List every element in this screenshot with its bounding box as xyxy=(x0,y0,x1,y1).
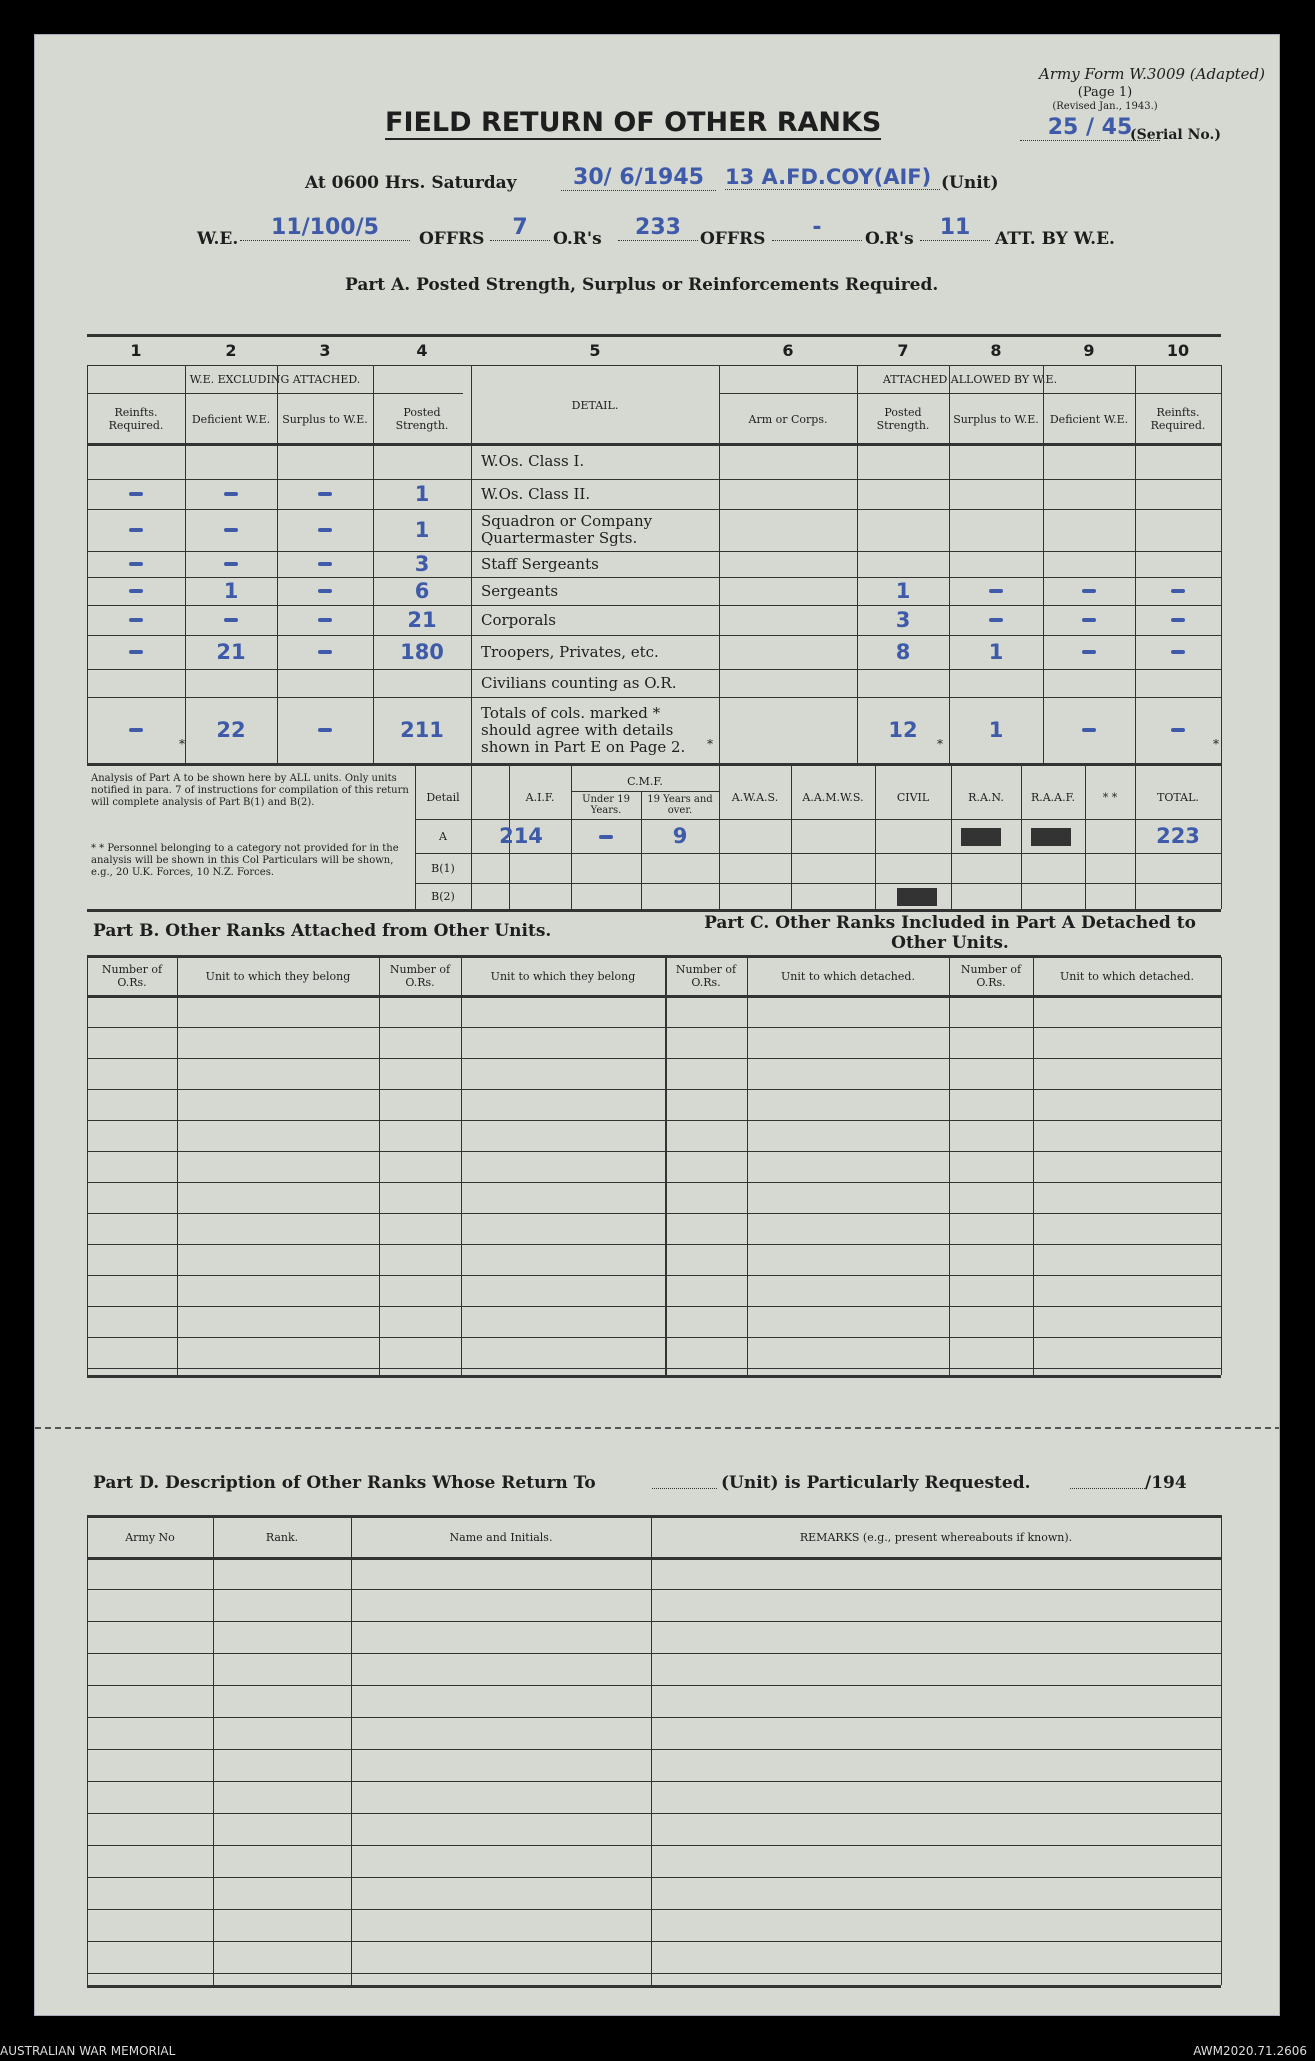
offrs-value: 7 xyxy=(490,215,550,241)
footer-right: AWM2020.71.2606 xyxy=(1193,2044,1307,2058)
bc-column-header: Unit to which they belong xyxy=(490,969,636,983)
rule xyxy=(1221,957,1222,1375)
detail-label: Troopers, Privates, etc. xyxy=(481,642,659,661)
handwritten-value: 12 xyxy=(888,718,918,742)
group-left-header: W.E. EXCLUDING ATTACHED. xyxy=(189,372,361,386)
rule xyxy=(87,1120,1221,1121)
rule xyxy=(87,1717,1221,1718)
dash-mark xyxy=(129,650,143,654)
dash-mark xyxy=(129,528,143,532)
d-column-header: Name and Initials. xyxy=(449,1530,553,1544)
unit-label: (Unit) xyxy=(941,173,999,193)
analysis-header: * * xyxy=(1102,790,1118,804)
we-value: 11/100/5 xyxy=(240,215,410,241)
rule xyxy=(87,1557,1221,1560)
dash-mark xyxy=(318,650,332,654)
analysis-header: A.W.A.S. xyxy=(731,790,779,804)
rule xyxy=(87,763,1221,766)
form-id: Army Form W.3009 (Adapted) xyxy=(1039,65,1265,83)
dash-mark xyxy=(989,618,1003,622)
at-label: At 0600 Hrs. Saturday xyxy=(305,173,517,193)
column-number: 9 xyxy=(1083,340,1095,360)
rule xyxy=(87,1275,1221,1276)
form-page: (Page 1) xyxy=(1077,85,1133,100)
rule xyxy=(1221,1515,1222,1985)
column-number: 3 xyxy=(319,340,331,360)
bc-column-header: Unit to which detached. xyxy=(781,969,915,983)
handwritten-value: 1 xyxy=(414,518,430,542)
perforation xyxy=(35,1427,1280,1429)
dash-mark xyxy=(224,528,238,532)
cmf-header: C.M.F. xyxy=(627,774,663,788)
dash-mark xyxy=(129,562,143,566)
page-title: FIELD RETURN OF OTHER RANKS xyxy=(385,107,882,138)
bc-column-header: Number of O.Rs. xyxy=(389,963,451,989)
rule xyxy=(87,1973,1221,1974)
ors-value: 233 xyxy=(618,215,698,241)
rule xyxy=(87,1653,1221,1654)
handwritten-value: 1 xyxy=(223,579,239,603)
analysis-row-label: B(2) xyxy=(431,889,455,903)
ors-label: O.R's xyxy=(553,229,602,249)
rule xyxy=(87,1089,1221,1090)
column-header: Arm or Corps. xyxy=(748,412,828,426)
rule xyxy=(87,1375,1221,1378)
column-number: 1 xyxy=(130,340,142,360)
cmf-over19-header: 19 Years and over. xyxy=(647,794,713,816)
rule xyxy=(379,957,380,1375)
part-d-heading-c: /194 xyxy=(1145,1473,1187,1493)
dash-mark xyxy=(318,528,332,532)
column-header: Posted Strength. xyxy=(876,406,930,432)
rule xyxy=(415,883,1221,884)
detail-label: Totals of cols. marked * should agree with details shown in Part E on Page 2. xyxy=(481,703,686,756)
column-header: Surplus to W.E. xyxy=(282,412,368,426)
handwritten-value: 22 xyxy=(216,718,246,742)
dash-mark xyxy=(224,492,238,496)
bc-column-header: Number of O.Rs. xyxy=(960,963,1022,989)
rule xyxy=(87,909,1221,912)
rule xyxy=(87,1813,1221,1814)
dash-mark xyxy=(318,589,332,593)
column-number: 6 xyxy=(782,340,794,360)
rule xyxy=(87,1589,1221,1590)
detail-label: Sergeants xyxy=(481,581,559,600)
rule xyxy=(1021,763,1022,909)
dash-mark xyxy=(318,728,332,732)
rule xyxy=(471,365,472,763)
redacted-box xyxy=(897,888,937,906)
column-number: 8 xyxy=(990,340,1002,360)
aif-value: 214 xyxy=(499,824,543,848)
offrs2-label: OFFRS xyxy=(700,229,766,249)
rule xyxy=(87,1151,1221,1152)
rule xyxy=(177,957,178,1375)
rule xyxy=(87,1877,1221,1878)
dash-mark xyxy=(1171,589,1185,593)
aif-header: A.I.F. xyxy=(525,790,555,804)
unit-value: 13 A.FD.COY(AIF) xyxy=(725,165,940,190)
att-label: ATT. BY W.E. xyxy=(995,229,1115,249)
column-header: Surplus to W.E. xyxy=(953,412,1039,426)
dash-mark xyxy=(318,492,332,496)
cmf-under19-header: Under 19 Years. xyxy=(582,794,630,816)
rule xyxy=(1221,763,1222,909)
dash-mark xyxy=(129,589,143,593)
bc-column-header: Unit to which they belong xyxy=(205,969,351,983)
dash-mark xyxy=(989,589,1003,593)
analysis-row-label: B(1) xyxy=(431,861,455,875)
redacted-box xyxy=(1031,828,1071,846)
ors2-value: 11 xyxy=(920,215,990,241)
rule xyxy=(571,763,572,909)
dash-mark xyxy=(1082,618,1096,622)
rule xyxy=(87,1749,1221,1750)
date-value: 30/ 6/1945 xyxy=(561,165,716,191)
redacted-box xyxy=(961,828,1001,846)
form-revised: (Revised Jan., 1943.) xyxy=(1052,101,1158,112)
rule xyxy=(1085,763,1086,909)
part-d-date-blank xyxy=(1070,1488,1145,1489)
serial-value: 25 / 45 xyxy=(1020,115,1160,141)
analysis-detail-label: Detail xyxy=(426,790,460,804)
dash-mark xyxy=(1171,728,1185,732)
dash-mark xyxy=(599,835,613,839)
handwritten-value: 8 xyxy=(895,640,911,664)
rule xyxy=(87,365,88,763)
handwritten-value: 21 xyxy=(407,608,437,632)
rule xyxy=(1135,365,1136,763)
rule xyxy=(87,1515,88,1985)
rule xyxy=(87,1781,1221,1782)
dash-mark xyxy=(1171,618,1185,622)
rule xyxy=(651,1515,652,1985)
rule xyxy=(87,1213,1221,1214)
dash-mark xyxy=(1082,728,1096,732)
rule xyxy=(87,1909,1221,1910)
part-d-unit-blank xyxy=(652,1488,717,1489)
analysis-note-1: Analysis of Part A to be shown here by ALL units. Only units notified in para. 7 of instructions for compilation of this return will complete analysis of Part B(1) and B(2). xyxy=(91,773,409,808)
column-number: 10 xyxy=(1166,340,1190,360)
rule xyxy=(87,1306,1221,1307)
offrs2-value: - xyxy=(772,215,862,241)
column-header: Deficient W.E. xyxy=(1049,412,1129,426)
rule xyxy=(87,1182,1221,1183)
handwritten-value: 1 xyxy=(895,579,911,603)
analysis-note-2: * * Personnel belonging to a category not provided for in the analysis will be shown in this Col Particulars will be shown, e.g., 20 U.K. Forces, 10 N.Z. Forces. xyxy=(91,843,399,878)
analysis-header: R.A.A.F. xyxy=(1030,790,1076,804)
footer-left: AUSTRALIAN WAR MEMORIAL xyxy=(0,2044,176,2058)
rule xyxy=(87,1368,1221,1369)
column-header: Reinfts. Required. xyxy=(108,406,164,432)
dash-mark xyxy=(129,492,143,496)
rule xyxy=(213,1515,214,1985)
d-column-header: Rank. xyxy=(265,1530,299,1544)
asterisk: * xyxy=(707,737,713,751)
analysis-header: TOTAL. xyxy=(1157,790,1199,804)
dash-mark xyxy=(129,728,143,732)
dash-mark xyxy=(224,562,238,566)
rule xyxy=(87,1685,1221,1686)
analysis-header: A.A.M.W.S. xyxy=(802,790,864,804)
detail-label: W.Os. Class II. xyxy=(481,484,591,503)
column-header: Reinfts. Required. xyxy=(1150,406,1206,432)
detail-label: Corporals xyxy=(481,610,556,629)
handwritten-value: 1 xyxy=(414,482,430,506)
dash-mark xyxy=(129,618,143,622)
rule xyxy=(665,957,667,1375)
part-d-heading-a: Part D. Description of Other Ranks Whose Return To xyxy=(93,1473,596,1493)
over19-value: 9 xyxy=(672,824,688,848)
rule xyxy=(415,853,1221,854)
form-sheet xyxy=(34,34,1280,2016)
dash-mark xyxy=(1082,589,1096,593)
ors2-label: O.R's xyxy=(865,229,914,249)
rule xyxy=(791,763,792,909)
bc-column-header: Number of O.Rs. xyxy=(101,963,163,989)
rule xyxy=(87,1337,1221,1338)
detail-label: Staff Sergeants xyxy=(481,554,599,573)
rule xyxy=(719,365,720,763)
part-c-heading: Part C. Other Ranks Included in Part A Detached to Other Units. xyxy=(704,913,1196,953)
rule xyxy=(87,1845,1221,1846)
rule xyxy=(87,1941,1221,1942)
detail-label: Squadron or Company Quartermaster Sgts. xyxy=(481,512,653,547)
column-number: 7 xyxy=(897,340,909,360)
dash-mark xyxy=(1171,650,1185,654)
dash-mark xyxy=(224,618,238,622)
serial-label: (Serial No.) xyxy=(1130,127,1221,143)
we-label: W.E. xyxy=(197,229,239,249)
handwritten-value: 1 xyxy=(988,640,1004,664)
asterisk: * xyxy=(1213,737,1219,751)
rule xyxy=(747,957,748,1375)
detail-label: Civilians counting as O.R. xyxy=(481,673,677,692)
rule xyxy=(87,957,88,1375)
analysis-header: CIVIL xyxy=(896,790,930,804)
total-value: 223 xyxy=(1156,824,1200,848)
d-column-header: Army No xyxy=(125,1530,175,1544)
rule xyxy=(1221,365,1222,763)
rule xyxy=(87,1244,1221,1245)
bc-column-header: Number of O.Rs. xyxy=(675,963,737,989)
handwritten-value: 211 xyxy=(400,718,444,742)
rule xyxy=(949,957,950,1375)
group-right-header: ATTACHED ALLOWED BY W.E. xyxy=(882,372,1058,386)
column-number: 4 xyxy=(416,340,428,360)
rule xyxy=(719,763,720,909)
column-header: Deficient W.E. xyxy=(191,412,271,426)
rule xyxy=(875,763,876,909)
asterisk: * xyxy=(937,737,943,751)
rule xyxy=(277,365,278,763)
column-number: 5 xyxy=(589,340,601,360)
rule xyxy=(351,1515,352,1985)
detail-label: W.Os. Class I. xyxy=(481,451,585,470)
rule xyxy=(87,365,1221,366)
rule xyxy=(951,763,952,909)
rule xyxy=(87,995,1221,998)
column-header: DETAIL. xyxy=(571,398,619,412)
column-header: Posted Strength. xyxy=(395,406,449,432)
analysis-header: R.A.N. xyxy=(968,790,1004,804)
offrs-label: OFFRS xyxy=(419,229,485,249)
part-d-heading-b: (Unit) is Particularly Requested. xyxy=(721,1473,1031,1493)
handwritten-value: 3 xyxy=(895,608,911,632)
rule xyxy=(87,393,463,394)
dash-mark xyxy=(318,618,332,622)
rule xyxy=(461,957,462,1375)
handwritten-value: 180 xyxy=(400,640,444,664)
rule xyxy=(87,1058,1221,1059)
rule xyxy=(1033,957,1034,1375)
asterisk: * xyxy=(179,737,185,751)
rule xyxy=(87,1985,1221,1988)
dash-mark xyxy=(318,562,332,566)
handwritten-value: 6 xyxy=(414,579,430,603)
part-b-heading: Part B. Other Ranks Attached from Other Units. xyxy=(93,921,552,941)
rule xyxy=(719,393,1221,394)
rule xyxy=(87,1621,1221,1622)
analysis-row-label: A xyxy=(439,829,447,843)
part-a-heading: Part A. Posted Strength, Surplus or Reinforcements Required. xyxy=(345,275,939,295)
rule xyxy=(87,1027,1221,1028)
dash-mark xyxy=(1082,650,1096,654)
handwritten-value: 3 xyxy=(414,552,430,576)
handwritten-value: 21 xyxy=(216,640,246,664)
bc-column-header: Unit to which detached. xyxy=(1060,969,1194,983)
rule xyxy=(1043,365,1044,763)
handwritten-value: 1 xyxy=(988,718,1004,742)
column-number: 2 xyxy=(225,340,237,360)
d-column-header: REMARKS (e.g., present whereabouts if known). xyxy=(799,1530,1073,1544)
